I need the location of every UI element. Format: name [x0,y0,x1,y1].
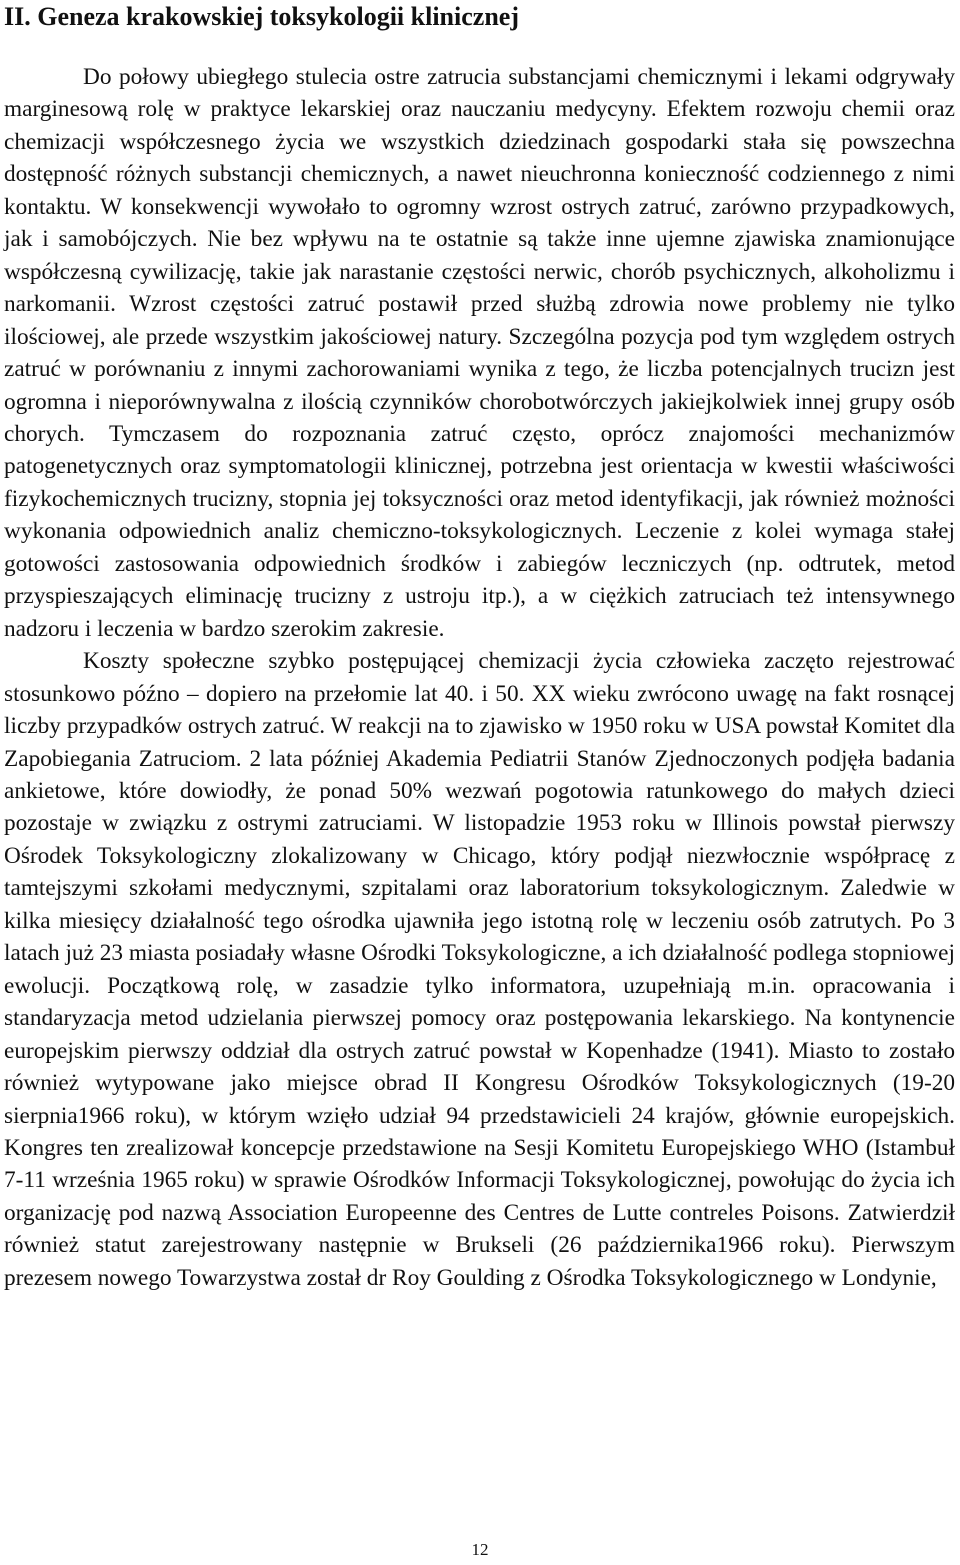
chapter-heading: II. Geneza krakowskiej toksykologii klinicznej [4,2,519,31]
body-text [4,61,955,1294]
paragraph-1: Do połowy ubiegłego stulecia ostre zatrucia substancjami chemicznymi i lekami odgrywały marginesową rolę w praktyce lekarskiej oraz nauczaniu medycyny. Efektem rozwoju chemii oraz chemizacji współczesnego życia we wszystkich dziedzinach gospodarki stała się powszechna dostępność różnych substancji chemicznych, a nawet nieuchronna konieczność codziennego z nimi kontaktu. W konsekwencji wywołało to ogromny wzrost ostrych zatruć, zarówno przypadkowych, jak i samobójczych. Nie bez wpływu na te ostatnie są także inne ujemne zjawiska znamionujące współczesną cywilizację, takie jak narastanie częstości nerwic, chorób psychicznych, alkoholizmu i narkomanii. Wzrost częstości zatruć postawił przed służbą zdrowia nowe problemy nie tylko ilościowej, ale przede wszystkim jakościowej natury. Szczególna pozycja pod tym względem ostrych zatruć w porównaniu z innymi zachorowaniami wynika z tego, że liczba potencjalnych trucizn jest ogromna i nieporównywalna z ilością czynników chorobotwórczych jakiejkolwiek innej grupy osób chorych. Tymczasem do rozpoznania zatruć często, oprócz znajomości mechanizmów patogenetycznych oraz symptomatologii klinicznej, potrzebna jest orientacja w kwestii właściwości fizykochemicznych trucizny, stopnia jej toksyczności oraz metod identyfikacji, jak również możności wykonania odpowiednich analiz chemiczno-toksykologicznych. Leczenie z kolei wymaga stałej gotowości zastosowania odpowiednich środków i zabiegów leczniczych (np. odtrutek, metod przyspieszających eliminację trucizny z ustroju itp.), a w ciężkich zatruciach też intensywnego nadzoru i leczenia w bardzo szerokim zakresie. [4,64,955,642]
page-number: 12 [471,1540,489,1559]
paragraph-2: Koszty społeczne szybko postępującej chemizacji życia człowieka zaczęto rejestrować stosunkowo późno – dopiero na przełomie lat 40. i 50. XX wieku zwrócono uwagę na fakt rosnącej liczby przypadków ostrych zatruć. W reakcji na to zjawisko w 1950 roku w USA powstał Komitet dla Zapobiegania Zatruciom. 2 lata później Akademia Pediatrii Stanów Zjednoczonych podjęła badania ankietowe, które dowiodły, że ponad 50% wezwań pogotowia ratunkowego do małych dzieci pozostaje w związku z ostrymi zatruciami. W listopadzie 1953 roku w Illinois powstał pierwszy Ośrodek Toksykologiczny zlokalizowany w Chicago, który podjął niezwłocznie współpracę z tamtejszymi szkołami medycznymi, szpitalami oraz laboratorium toksykologicznym. Zaledwie w kilka miesięcy działalność tego ośrodka ujawniła jego istotną rolę w leczeniu osób zatrutych. Po 3 latach już 23 miasta posiadały własne Ośrodki Toksykologiczne, a ich działalność podlega stopniowej ewolucji. Początkową rolę, w zasadzie tylko informatora, uzupełniają m.in. opracowania i standaryzacja metod udzielania pierwszej pomocy oraz postępowania lekarskiego. Na kontynencie europejskim pierwszy oddział dla ostrych zatruć powstał w Kopenhadze (1941). Miasto to zostało również wytypowane jako miejsce obrad II Kongresu Ośrodków Toksykologicznych (19-20 sierpnia1966 roku), w którym wzięło udział 94 przedstawicieli 24 krajów, głównie europejskich. Kongres ten zrealizował koncepcje przedstawione na Sesji Komitetu Europejskiego WHO (Istambuł 7-11 września 1965 roku) w sprawie Ośrodków Informacji Toksykologicznej, powołując do życia ich organizację pod nazwą Association Europeenne des Centres de Lutte contreles Poisons. Zatwierdził również statut zarejestrowany następnie w Brukseli (26 października1966 roku). Pierwszym prezesem nowego Towarzystwa został dr Roy Goulding z Ośrodka Toksykologicznego w Londynie, [4,648,955,1291]
